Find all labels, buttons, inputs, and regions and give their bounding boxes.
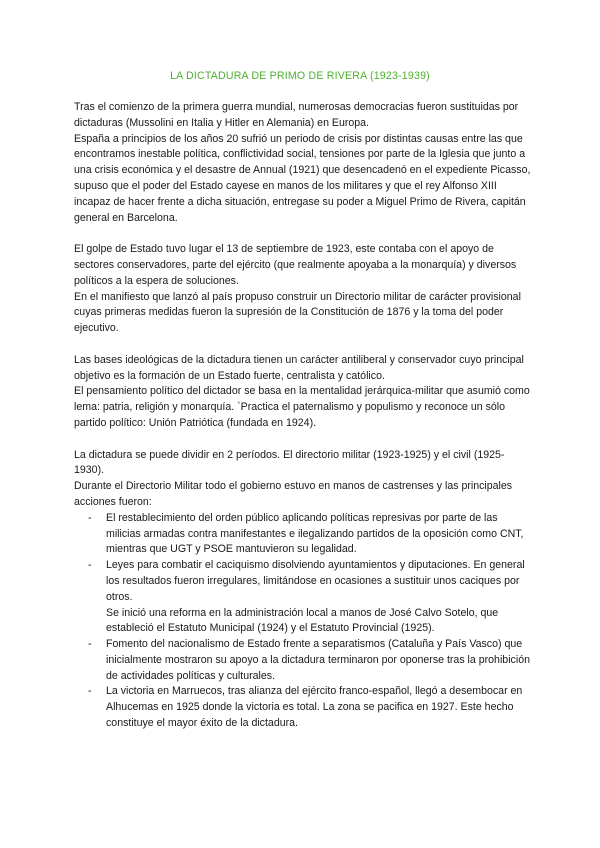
paragraph: Durante el Directorio Militar todo el gobierno estuvo en manos de castrenses y las principales acciones fueron: xyxy=(74,480,513,508)
list-marker: - xyxy=(88,685,92,698)
list-item xyxy=(74,511,534,558)
paragraph: España a principios de los años 20 sufrió un periodo de crisis por distintas causas entre las que encontramos inestable política, conflictividad social, tensiones por parte de la Iglesia que junto a una crisis económica y el desastre de Annual (1921) que desencadenó en el expediente Picasso, supuso que el poder del Estado cayese en manos de los militares y que el rey Alfonso XIII incapaz de hacer frente a dicha situación, entregase su poder a Miguel Primo de Rivera, capitán general en Barcelona. xyxy=(74,132,531,224)
paragraph: La dictadura se puede dividir en 2 períodos. El directorio militar (1923-1925) y el civil (1925-1930). xyxy=(74,448,505,477)
paragraph-gap xyxy=(74,337,534,353)
list-item-text: El restablecimiento del orden público aplicando políticas represivas por parte de las milicias armadas contra manifestantes e ilegalizando partidos de la oposición como CNT, mientras que UGT y PSOE mantuvieron su legalidad. xyxy=(106,511,524,556)
paragraph-gap xyxy=(74,432,534,448)
list-item xyxy=(74,684,534,731)
list-item-text: Fomento del nacionalismo de Estado frente a separatismos (Cataluña y País Vasco) que inicialmente mostraron su apoyo a la dictadura terminaron por oponerse tras la prohibición de actividades políticas y culturales. xyxy=(106,638,530,682)
list-item xyxy=(74,558,534,637)
list-item xyxy=(74,637,534,684)
list-item-extra: Se inició una reforma en la administración local a manos de José Calvo Sotelo, que estableció el Estatuto Municipal (1924) y el Estatuto Provincial (1925). xyxy=(106,606,499,635)
paragraph: Las bases ideológicas de la dictadura tienen un carácter antiliberal y conservador cuyo principal objetivo es la formación de un Estado fuerte, centralista y católico. xyxy=(74,353,524,382)
list-marker: - xyxy=(88,511,92,524)
paragraph: Tras el comienzo de la primera guerra mundial, numerosas democracias fueron sustituidas por dictaduras (Mussolini en Italia y Hitler en Alemania) en Europa. xyxy=(74,101,519,129)
actions-list xyxy=(74,511,534,732)
list-item-text: La victoria en Marruecos, tras alianza del ejército franco-español, llegó a desembocar en Alhucemas en 1925 donde la victoria es total. La zona se pacifica en 1927. Este hecho constituye el mayor éxito de la dictadura. xyxy=(106,685,523,730)
list-marker: - xyxy=(88,559,92,572)
document-body xyxy=(74,100,534,732)
document-title: LA DICTADURA DE PRIMO DE RIVERA (1923-1939) xyxy=(170,70,430,82)
list-marker: - xyxy=(88,638,92,651)
list-item-text: Leyes para combatir el caciquismo disolviendo ayuntamientos y diputaciones. En general los resultados fueron irregulares, limitándose en ocasiones a sustituir unos caciques por otros. xyxy=(106,559,525,603)
paragraph-gap xyxy=(74,226,534,242)
paragraph: En el manifiesto que lanzó al país propuso construir un Directorio militar de carácter provisional cuyas primeras medidas fueron la supresión de la Constitución de 1876 y la toma del poder ejecutivo. xyxy=(74,290,521,335)
paragraph: El pensamiento político del dictador se basa en la mentalidad jerárquica-militar que asumió como lema: patria, religión y monarquía. `Practica el paternalismo y populismo y reconoce un sólo partido político: Unión Patriótica (fundada en 1924). xyxy=(74,385,530,429)
paragraph: El golpe de Estado tuvo lugar el 13 de septiembre de 1923, este contaba con el apoyo de sectores conservadores, parte del ejército (que realmente apoyaba a la monarquía) y diversos políticos a la espera de soluciones. xyxy=(74,243,517,287)
